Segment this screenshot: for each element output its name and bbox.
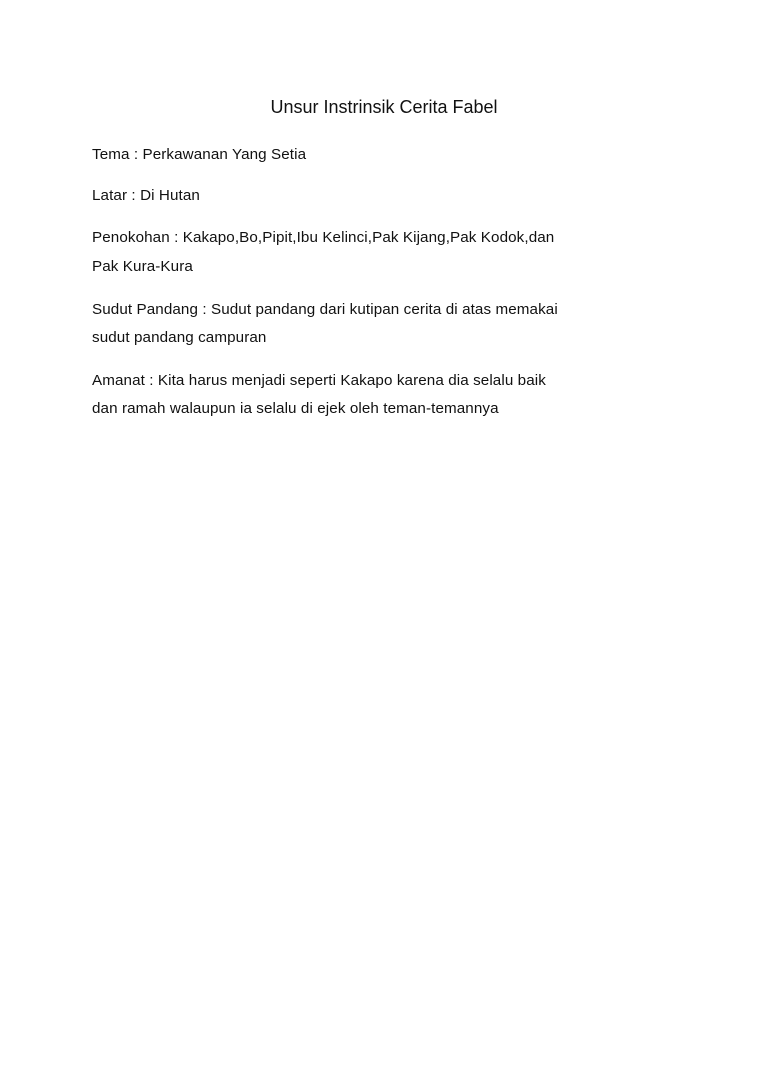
sudut-pandang-line-2: sudut pandang campuran — [92, 329, 267, 346]
latar-line: Latar : Di Hutan — [92, 187, 200, 204]
sudut-pandang-line-1: Sudut Pandang : Sudut pandang dari kutipan cerita di atas memakai — [92, 301, 558, 318]
document-title: Unsur Instrinsik Cerita Fabel — [270, 97, 498, 117]
tema-line: Tema : Perkawanan Yang Setia — [92, 146, 307, 163]
penokohan-line-2: Pak Kura-Kura — [92, 258, 193, 275]
amanat-line-2: dan ramah walaupun ia selalu di ejek oleh teman-temannya — [92, 400, 499, 417]
amanat-line-1: Amanat : Kita harus menjadi seperti Kakapo karena dia selalu baik — [92, 372, 546, 389]
penokohan-line-1: Penokohan : Kakapo,Bo,Pipit,Ibu Kelinci,Pak Kijang,Pak Kodok,dan — [92, 229, 555, 246]
